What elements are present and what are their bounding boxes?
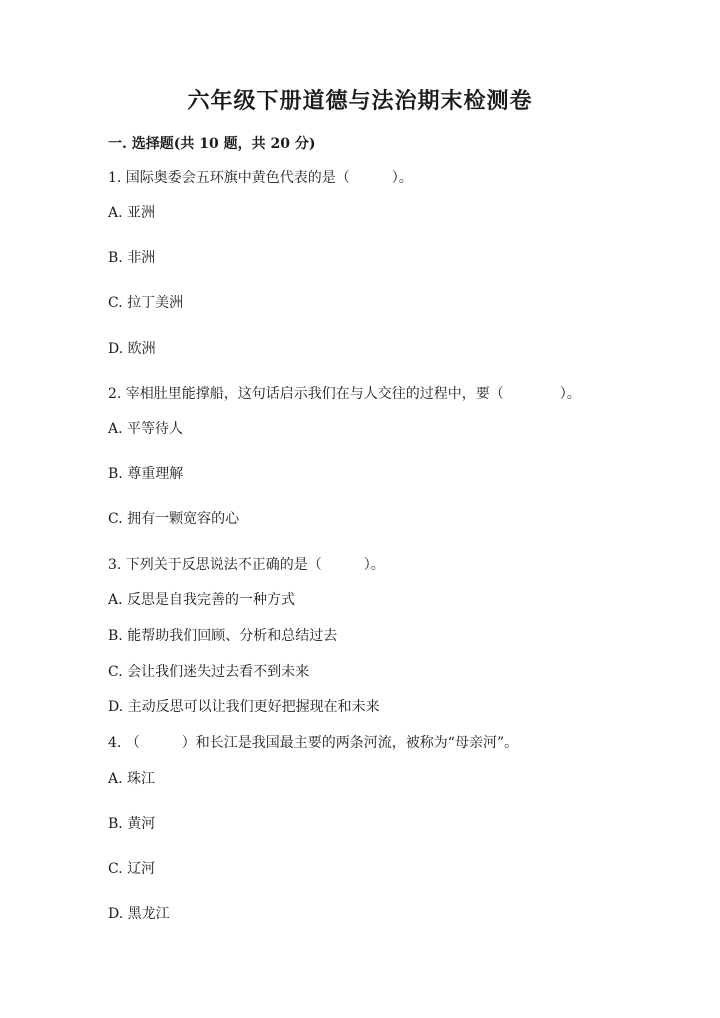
question-1-stem: 1. 国际奥委会五环旗中黄色代表的是（ ）。: [108, 170, 413, 186]
question-3-option-d: D. 主动反思可以让我们更好把握现在和未来: [108, 699, 380, 715]
question-3-stem: 3. 下列关于反思说法不正确的是（ ）。: [108, 557, 385, 573]
section-heading: 一. 选择题(共 10 题，共 20 分): [108, 136, 316, 152]
question-1-option-c: C. 拉丁美洲: [108, 295, 184, 311]
question-4-option-c: C. 辽河: [108, 861, 156, 877]
exam-title: 六年级下册道德与法治期末检测卷: [187, 88, 533, 114]
question-1-option-a: A. 亚洲: [108, 205, 156, 221]
question-4-stem: 4. （ ）和长江是我国最主要的两条河流，被称为“母亲河”。: [108, 735, 519, 751]
question-4-option-a: A. 珠江: [108, 771, 156, 787]
question-1-option-b: B. 非洲: [108, 250, 156, 266]
question-3-option-c: C. 会让我们迷失过去看不到未来: [108, 664, 310, 680]
question-2-stem: 2. 宰相肚里能撑船，这句话启示我们在与人交往的过程中，要（ ）。: [108, 386, 581, 402]
question-3-option-b: B. 能帮助我们回顾、分析和总结过去: [108, 628, 338, 644]
question-3-option-a: A. 反思是自我完善的一种方式: [108, 592, 296, 608]
question-4-option-b: B. 黄河: [108, 816, 156, 832]
question-1-option-d: D. 欧洲: [108, 341, 156, 357]
question-4-option-d: D. 黑龙江: [108, 906, 170, 922]
question-2-option-b: B. 尊重理解: [108, 466, 184, 482]
question-2-option-c: C. 拥有一颗宽容的心: [108, 511, 240, 527]
question-2-option-a: A. 平等待人: [108, 421, 184, 437]
